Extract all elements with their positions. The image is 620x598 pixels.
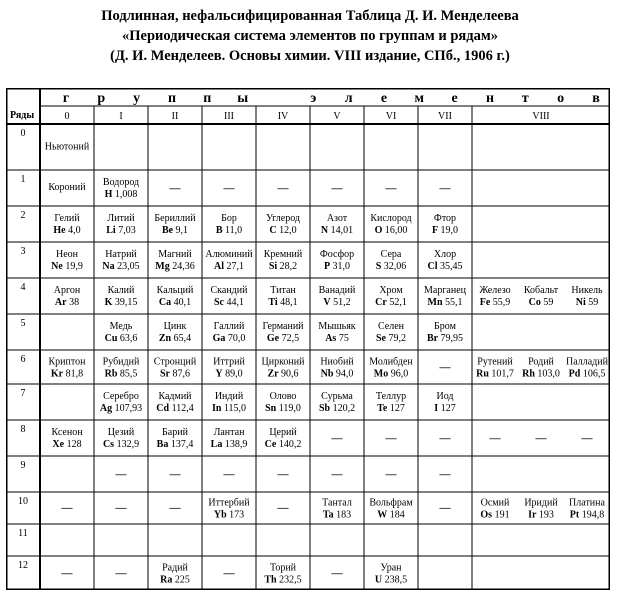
element-name: Индий <box>214 391 244 403</box>
element-name: Теллур <box>375 391 407 403</box>
element-name: Мышьяк <box>318 321 356 333</box>
element-name: Серебро <box>103 391 139 403</box>
banner-letter: е <box>451 91 458 106</box>
row-number: 4 <box>20 282 26 293</box>
element-name: Кальций <box>156 285 194 297</box>
element-symbol-weight: Pd 106,5 <box>568 368 606 380</box>
element-name: Ванадий <box>318 285 356 297</box>
element-name: Кремний <box>263 249 303 261</box>
banner-letter: н <box>485 91 495 106</box>
element-symbol-weight: As 75 <box>325 333 349 345</box>
empty-dash: — <box>331 432 343 445</box>
element-symbol-weight: Ne 19,9 <box>51 261 83 273</box>
element-symbol-weight: Co 59 <box>528 297 554 309</box>
row-number: 12 <box>18 560 28 571</box>
element-name: Неон <box>55 249 79 261</box>
banner-letter: п <box>203 91 212 106</box>
group-header-0: 0 <box>64 111 70 122</box>
element-name: Тантал <box>322 497 352 509</box>
element-symbol-weight: Kr 81,8 <box>50 368 84 380</box>
element-symbol-weight: In 115,0 <box>211 403 247 415</box>
element-symbol-weight: Xe 128 <box>52 439 82 451</box>
element-symbol-weight: Pt 194,8 <box>569 509 605 521</box>
empty-dash: — <box>385 468 397 481</box>
element-name: Литий <box>107 213 135 225</box>
empty-dash: — <box>331 182 343 195</box>
element-symbol-weight: Te 127 <box>377 403 405 415</box>
element-name: Торий <box>269 562 297 574</box>
element-symbol-weight: Mn 55,1 <box>427 297 463 309</box>
element-name: Фосфор <box>319 249 355 261</box>
element-name: Азот <box>326 213 348 225</box>
banner-letter: л <box>344 91 353 106</box>
element-name: Бром <box>434 321 456 333</box>
element-name: Стронций <box>153 356 197 368</box>
element-name: Алюминий <box>205 249 253 261</box>
title-line-2: «Периодическая система элементов по группам и рядам» <box>122 28 498 44</box>
element-symbol-weight: Ra 225 <box>160 574 190 586</box>
element-symbol-weight: Fe 55,9 <box>479 297 511 309</box>
element-symbol-weight: V 51,2 <box>323 297 351 309</box>
empty-dash: — <box>169 182 181 195</box>
element-symbol-weight: S 32,06 <box>375 261 407 273</box>
empty-dash: — <box>115 502 127 515</box>
element-name: Кадмий <box>158 391 192 403</box>
banner-letter: в <box>592 91 600 106</box>
row-number: 10 <box>18 496 28 507</box>
element-name: Кислород <box>370 213 412 225</box>
element-symbol-weight: K 39,15 <box>104 297 138 309</box>
empty-dash: — <box>439 182 451 195</box>
banner-letter: э <box>310 91 317 106</box>
element-symbol-weight: Ge 72,5 <box>266 333 300 345</box>
empty-dash: — <box>223 567 235 580</box>
empty-dash: — <box>115 567 127 580</box>
group-header-3: III <box>224 111 234 122</box>
element-symbol-weight: U 238,5 <box>374 574 408 586</box>
element-symbol-weight: Be 9,1 <box>161 225 189 237</box>
element-symbol-weight: Cr 52,1 <box>375 297 407 309</box>
element-symbol-weight: Rb 85,5 <box>104 368 138 380</box>
element-symbol-weight: B 11,0 <box>215 225 243 237</box>
empty-dash: — <box>277 468 289 481</box>
element-symbol-weight: Nb 94,0 <box>320 368 354 380</box>
empty-dash: — <box>439 468 451 481</box>
element-name: Хлор <box>433 249 457 261</box>
element-name: Радий <box>162 562 188 574</box>
empty-dash: — <box>223 468 235 481</box>
element-name: Иттербий <box>208 497 250 509</box>
banner-letter: м <box>414 91 425 106</box>
element-symbol-weight: Os 191 <box>480 509 510 521</box>
element-name: Барий <box>162 427 188 439</box>
banner-letter: п <box>167 91 177 106</box>
element-name: Германий <box>262 321 304 333</box>
group-header-4: IV <box>277 111 289 122</box>
element-symbol-weight: Se 79,2 <box>376 333 406 345</box>
row-number: 0 <box>20 128 26 139</box>
element-symbol-weight: Yb 173 <box>213 509 245 521</box>
element-name: Лантан <box>213 427 245 439</box>
element-name: Ксенон <box>51 427 83 439</box>
empty-dash: — <box>439 432 451 445</box>
element-name: Железо <box>479 285 511 297</box>
element-symbol-weight: Cu 63,6 <box>104 333 138 345</box>
element-symbol-weight: Th 232,5 <box>264 574 302 586</box>
element-name: Сера <box>380 249 402 261</box>
element-name: Селен <box>377 321 405 333</box>
element-symbol-weight: Br 79,95 <box>426 333 464 345</box>
element-symbol-weight: Ir 193 <box>528 509 554 521</box>
element-name: Иридий <box>524 497 558 509</box>
empty-dash: — <box>385 182 397 195</box>
element-symbol-weight: O 16,00 <box>374 225 408 237</box>
element-name: Короний <box>48 181 86 193</box>
row-number: 7 <box>20 388 26 399</box>
empty-dash: — <box>331 567 343 580</box>
element-name: Калий <box>107 285 135 297</box>
element-symbol-weight: Mo 96,0 <box>373 368 409 380</box>
row-number: 3 <box>20 246 26 257</box>
group-header-2: II <box>171 111 179 122</box>
row-number: 9 <box>20 460 26 471</box>
element-symbol-weight: Si 28,2 <box>268 261 298 273</box>
element-name: Ньютоний <box>44 141 90 153</box>
element-symbol-weight: Ga 70,0 <box>212 333 246 345</box>
element-name: Ниобий <box>320 356 354 368</box>
element-name: Бериллий <box>154 213 196 225</box>
empty-dash: — <box>439 361 451 374</box>
element-name: Цинк <box>163 321 187 333</box>
table-frame <box>7 89 610 590</box>
element-symbol-weight: Ni 59 <box>575 297 599 309</box>
rows-header: Ряды <box>10 110 35 121</box>
element-symbol-weight: He 4,0 <box>53 225 81 237</box>
empty-dash: — <box>439 502 451 515</box>
empty-dash: — <box>169 502 181 515</box>
element-symbol-weight: I 127 <box>434 403 456 415</box>
element-name: Молибден <box>369 356 413 368</box>
element-symbol-weight: Sb 120,2 <box>318 403 356 415</box>
element-symbol-weight: Ce 140,2 <box>264 439 302 451</box>
row-number: 8 <box>20 424 26 435</box>
element-symbol-weight: Sn 119,0 <box>265 403 301 415</box>
empty-dash: — <box>331 468 343 481</box>
group-header-6: VI <box>385 111 397 122</box>
group-header-1: I <box>119 111 123 122</box>
empty-dash: — <box>489 432 501 445</box>
element-symbol-weight: Sc 44,1 <box>214 297 244 309</box>
element-name: Рубидий <box>102 356 140 368</box>
element-symbol-weight: Li 7,03 <box>106 225 136 237</box>
element-name: Цезий <box>107 427 135 439</box>
element-name: Олово <box>269 391 297 403</box>
element-symbol-weight: Y 89,0 <box>215 368 243 380</box>
element-name: Углерод <box>265 213 301 225</box>
element-symbol-weight: Cs 132,9 <box>102 439 140 451</box>
banner-letter: р <box>97 91 106 106</box>
element-symbol-weight: Rh 103,0 <box>522 368 560 380</box>
row-number: 1 <box>20 174 26 185</box>
element-name: Кобальт <box>523 285 559 297</box>
element-name: Уран <box>380 562 402 574</box>
empty-dash: — <box>61 567 73 580</box>
banner-letter: о <box>557 91 565 106</box>
element-symbol-weight: N 14,01 <box>320 225 354 237</box>
element-symbol-weight: Ca 40,1 <box>158 297 192 309</box>
element-symbol-weight: Ag 107,93 <box>99 403 143 415</box>
element-name: Бор <box>221 213 237 225</box>
element-name: Рутений <box>477 356 513 368</box>
group-header-5: V <box>333 111 341 122</box>
element-symbol-weight: Sr 87,6 <box>160 368 190 380</box>
element-name: Никель <box>571 285 603 297</box>
element-name: Осмий <box>480 497 510 509</box>
row-number: 2 <box>20 210 26 221</box>
title-line-3: (Д. И. Менделеев. Основы химии. VIII издание, СПб., 1906 г.) <box>110 48 510 64</box>
element-name: Платина <box>569 497 605 509</box>
element-symbol-weight: Cd 112,4 <box>156 403 194 415</box>
empty-dash: — <box>169 468 181 481</box>
row-number: 6 <box>20 354 26 365</box>
banner-letter: ы <box>237 91 249 106</box>
row-number: 11 <box>18 528 28 539</box>
empty-dash: — <box>115 468 127 481</box>
element-name: Хром <box>379 285 403 297</box>
banner-letter: т <box>521 91 529 106</box>
element-name: Марганец <box>423 285 467 297</box>
element-symbol-weight: W 184 <box>377 509 405 521</box>
element-symbol-weight: F 19,0 <box>431 225 459 237</box>
element-symbol-weight: Ti 48,1 <box>268 297 298 309</box>
group-header-7: VII <box>438 111 452 122</box>
element-name: Магний <box>158 249 192 261</box>
element-symbol-weight: Cl 35,45 <box>427 261 463 273</box>
element-name: Цирконий <box>261 356 305 368</box>
element-name: Галлий <box>213 321 245 333</box>
element-symbol-weight: Zn 65,4 <box>158 333 192 345</box>
element-symbol-weight: Zr 90,6 <box>267 368 299 380</box>
element-symbol-weight: Mg 24,36 <box>155 261 195 273</box>
element-symbol-weight: H 1,008 <box>104 189 138 201</box>
banner-letter: е <box>380 91 388 106</box>
group-header-8: VIII <box>532 111 550 122</box>
element-symbol-weight: Ba 137,4 <box>156 439 194 451</box>
element-name: Титан <box>270 285 296 297</box>
element-symbol-weight: Al 27,1 <box>214 261 244 273</box>
element-name: Натрий <box>105 249 137 261</box>
element-name: Аргон <box>53 285 81 297</box>
empty-dash: — <box>535 432 547 445</box>
banner-letter: у <box>133 91 141 106</box>
element-name: Гелий <box>54 213 80 225</box>
element-symbol-weight: Ta 183 <box>322 509 352 521</box>
element-name: Медь <box>109 321 133 333</box>
element-name: Иод <box>436 391 454 403</box>
element-name: Скандий <box>210 285 248 297</box>
empty-dash: — <box>385 432 397 445</box>
empty-dash: — <box>223 182 235 195</box>
periodic-table-grid <box>6 88 610 590</box>
banner-letter: г <box>62 91 70 106</box>
element-name: Водород <box>102 177 140 189</box>
title-line-1: Подлинная, нефальсифицированная Таблица Д. И. Менделеева <box>101 8 519 24</box>
empty-dash: — <box>277 182 289 195</box>
element-name: Иттрий <box>213 356 245 368</box>
element-name: Вольфрам <box>369 497 413 509</box>
element-name: Родий <box>528 356 554 368</box>
empty-dash: — <box>61 502 73 515</box>
element-symbol-weight: Na 23,05 <box>102 261 140 273</box>
element-name: Криптон <box>48 356 86 368</box>
element-name: Сурьма <box>321 391 353 403</box>
element-symbol-weight: C 12,0 <box>269 225 297 237</box>
empty-dash: — <box>581 432 593 445</box>
element-symbol-weight: Ar 38 <box>54 297 80 309</box>
element-symbol-weight: La 138,9 <box>210 439 248 451</box>
element-name: Фтор <box>433 213 457 225</box>
empty-dash: — <box>277 502 289 515</box>
element-name: Палладий <box>566 356 608 368</box>
element-symbol-weight: P 31,0 <box>323 261 351 273</box>
element-symbol-weight: Ru 101,7 <box>476 368 514 380</box>
row-number: 5 <box>20 318 26 329</box>
element-name: Церий <box>269 427 297 439</box>
